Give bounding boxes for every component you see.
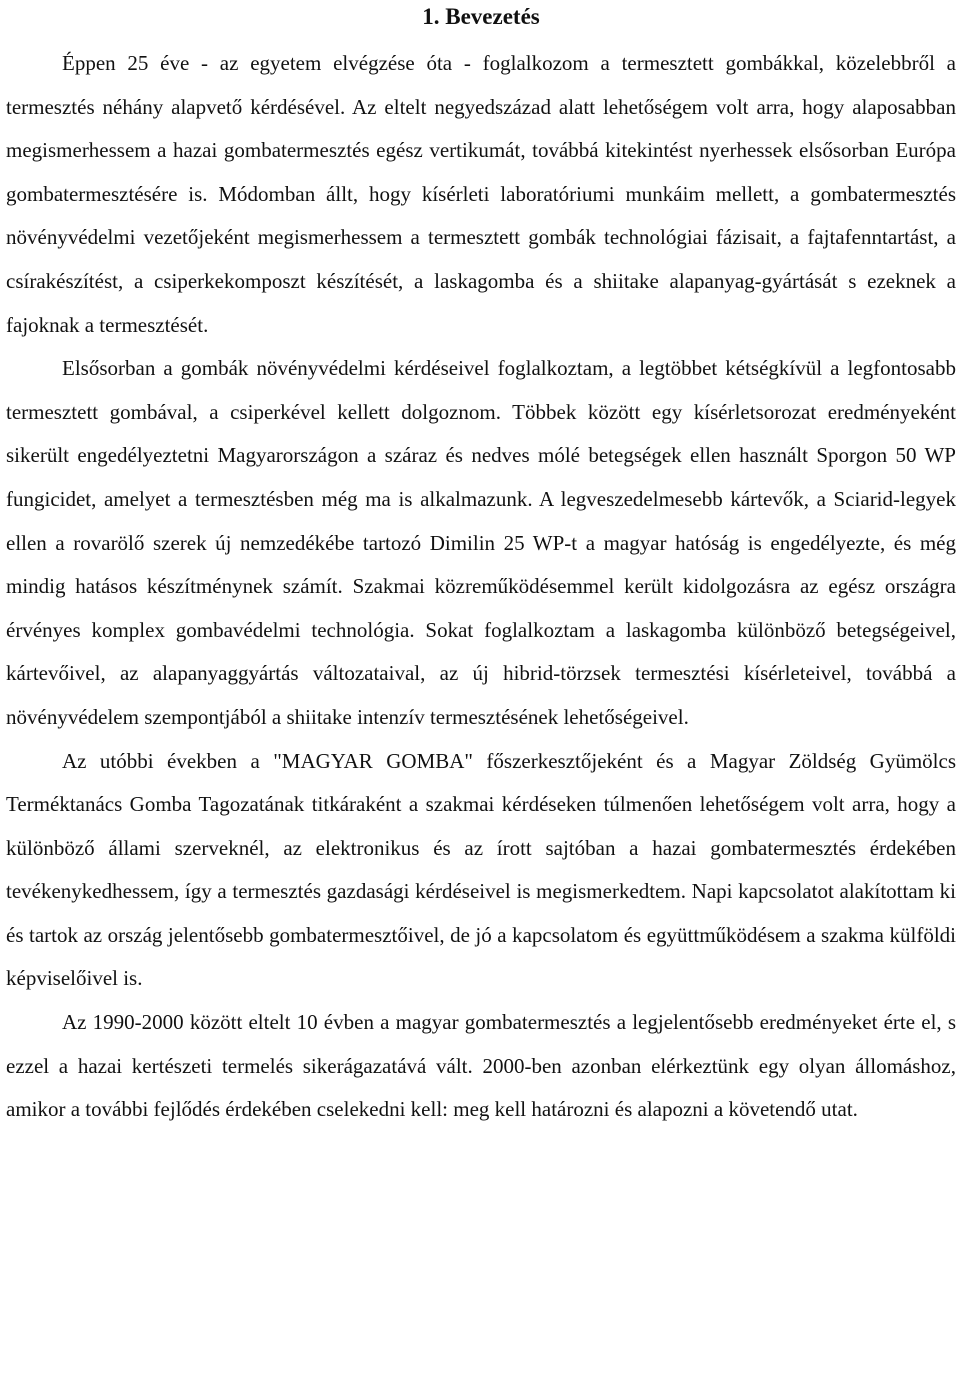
paragraph-3: Az utóbbi években a "MAGYAR GOMBA" főszerkesztőjeként és a Magyar Zöldség Gyümölcs Terméktanács Gomba Tagozatának titkáraként a szakmai kérdéseken túlmenően lehetőségem volt arra, hogy a különböző állami szerveknél, az elektronikus és az írott sajtóban a hazai gombatermesztés érdekében tevékenykedhessem, így a termesztés gazdasági kérdéseivel is megismerkedtem. Napi kapcsolatot alakítottam ki és tartok az ország jelentősebb gombatermesztőivel, de jó a kapcsolatom és együttműködésem a szakma külföldi képviselőivel is. xyxy=(6,748,956,991)
paragraph-4: Az 1990-2000 között eltelt 10 évben a magyar gombatermesztés a legjelentősebb eredményeket érte el, s ezzel a hazai kertészeti termelés sikerágazatává vált. 2000-ben azonban elérkeztünk egy olyan állomáshoz, amikor a további fejlődés érdekében cselekedni kell: meg kell határozni és alapozni a követendő utat. xyxy=(6,1010,956,1122)
paragraph-2: Elsősorban a gombák növényvédelmi kérdéseivel foglalkoztam, a legtöbbet kétségkívül a legfontosabb termesztett gombával, a csiperkével kellett dolgoznom. Többek között egy kísérletsorozat eredményeként sikerült engedélyeztetni Magyarországon a száraz és nedves mólé betegségek ellen használt Sporgon 50 WP fungicidet, amelyet a termesztésben még ma is alkalmazunk. A legveszedelmesebb kártevők, a Sciarid-legyek ellen a rovarölő szerek új nemzedékébe tartozó Dimilin 25 WP-t a magyar hatóság is engedélyezte, és még mindig hatásos készítménynek számít. Szakmai közreműködésemmel került kidolgozásra az egész országra érvényes komplex gombavédelmi technológia. Sokat foglalkoztam a laskagomba különböző betegségeivel, kártevőivel, az alapanyaggyártás változataival, az új hibrid-törzsek termesztési kísérleteivel, továbbá a növényvédelem szempontjából a shiitake intenzív termesztésének lehetőségeivel. xyxy=(6,356,956,729)
section-title: 1. Bevezetés xyxy=(422,4,540,29)
document-page xyxy=(6,0,956,1132)
paragraph-1: Éppen 25 éve - az egyetem elvégzése óta - foglalkozom a termesztett gombákkal, közelebbről a termesztés néhány alapvető kérdésével. Az eltelt negyedszázad alatt lehetőségem volt arra, hogy alaposabban megismerhessem a hazai gombatermesztés egész vertikumát, továbbá kitekintést nyerhessek elsősorban Európa gombatermesztésére is. Módomban állt, hogy kísérleti laboratóriumi munkáim mellett, a gombatermesztés növényvédelmi vezetőjeként megismerhessem a termesztett gombák technológiai fázisait, a fajtafenntartást, a csírakészítést, a csiperkekomposzt készítését, a laskagomba és a shiitake alapanyag-gyártását s ezeknek a fajoknak a termesztését. xyxy=(6,51,956,337)
